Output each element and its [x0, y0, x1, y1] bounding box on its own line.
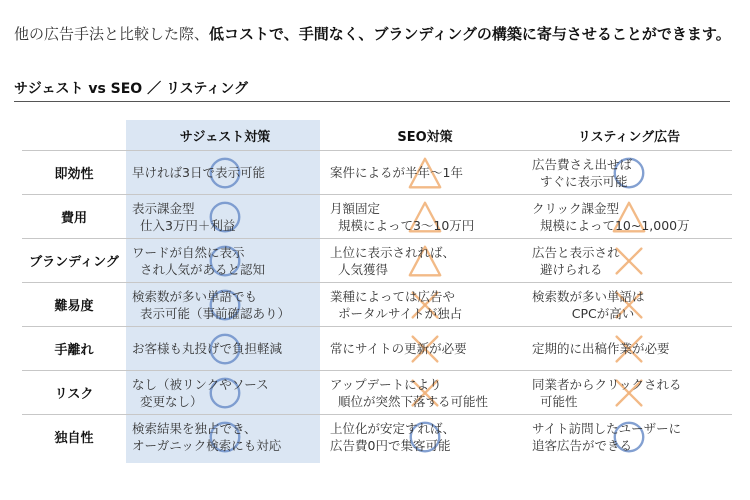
- header-suggest: サジェスト対策: [179, 129, 271, 145]
- row-label: 即効性: [22, 151, 126, 195]
- cell-text: 広告と表示され 避けられる: [532, 244, 620, 277]
- cell-listing: [526, 239, 732, 283]
- table-row: [22, 371, 732, 415]
- header-listing: リスティング広告: [577, 129, 681, 145]
- cell-text: 検索数が多い単語でも 表示可能（事前確認あり）: [132, 288, 290, 321]
- cell-text: サイト訪問したユーザーに 追客広告ができる: [532, 420, 682, 453]
- cell-suggest: [126, 371, 324, 415]
- row-label: 難易度: [22, 283, 126, 327]
- cell-suggest: [126, 327, 324, 371]
- cell-seo: [324, 283, 526, 327]
- cell-text: なし（被リンクやソース 変更なし）: [132, 376, 269, 409]
- cell-listing: [526, 415, 732, 459]
- cell-suggest: [126, 239, 324, 283]
- cell-suggest: [126, 415, 324, 459]
- cell-text: お客様も丸投げで負担軽減: [132, 341, 283, 356]
- cell-seo: [324, 239, 526, 283]
- table-row: [22, 195, 732, 239]
- intro-bold: 低コストで、手間なく、ブランディングの構築に寄与させることができます。: [209, 25, 731, 43]
- cell-text: アップデートにより 順位が突然下落する可能性: [330, 376, 488, 409]
- header-empty: [22, 120, 126, 151]
- cell-listing: [526, 151, 732, 195]
- cell-text: 上位に表示されれば、 人気獲得: [330, 244, 456, 277]
- cell-suggest: [126, 283, 324, 327]
- row-label: ブランディング: [22, 239, 126, 283]
- cell-listing: [526, 327, 732, 371]
- cell-text: 同業者からクリックされる 可能性: [532, 376, 682, 409]
- cell-suggest: [126, 151, 324, 195]
- table-row: [22, 415, 732, 459]
- table-header-row: [22, 120, 732, 151]
- cell-text: 案件によるが半年〜1年: [330, 165, 463, 180]
- section-subtitle: サジェスト vs SEO ／ リスティング: [14, 81, 248, 97]
- comparison-table: [22, 120, 732, 458]
- cell-seo: [324, 327, 526, 371]
- cell-text: 広告費さえ出せば すぐに表示可能: [532, 156, 633, 189]
- cell-text: 業種によっては広告や ポータルサイトが独占: [330, 288, 463, 321]
- cell-text: 表示課金型 仕入3万円＋利益: [132, 200, 236, 233]
- cell-seo: [324, 415, 526, 459]
- table-row: [22, 239, 732, 283]
- subtitle-underline: [14, 101, 730, 102]
- cell-seo: [324, 371, 526, 415]
- row-label: 費用: [22, 195, 126, 239]
- cell-text: 月額固定 規模によって3〜10万円: [330, 200, 475, 233]
- cell-listing: [526, 283, 732, 327]
- cell-text: ワードが自然に表示 され人気があると認知: [132, 244, 265, 277]
- row-label: 手離れ: [22, 327, 126, 371]
- cell-text: 常にサイトの更新が必要: [330, 341, 467, 356]
- cell-text: 検索数が多い単語は CPCが高い: [532, 288, 645, 321]
- cell-listing: [526, 195, 732, 239]
- cell-suggest: [126, 195, 324, 239]
- cell-listing: [526, 371, 732, 415]
- cell-seo: [324, 195, 526, 239]
- intro-text: [14, 24, 736, 45]
- cell-seo: [324, 151, 526, 195]
- table-row: [22, 283, 732, 327]
- header-seo: SEO対策: [397, 129, 453, 145]
- cell-text: クリック課金型 規模によって10~1,000万: [532, 200, 690, 233]
- cell-text: 検索結果を独占でき、 オーガニック検索にも対応: [132, 420, 282, 453]
- table-row: [22, 327, 732, 371]
- cell-text: 上位化が安定すれば、 広告費0円で集客可能: [330, 420, 456, 453]
- intro-plain: 他の広告手法と比較した際、: [14, 25, 210, 43]
- row-label: リスク: [22, 371, 126, 415]
- cell-text: 定期的に出稿作業が必要: [532, 341, 670, 356]
- row-label: 独自性: [22, 415, 126, 459]
- table-row: [22, 151, 732, 195]
- cell-text: 早ければ3日で表示可能: [132, 165, 265, 180]
